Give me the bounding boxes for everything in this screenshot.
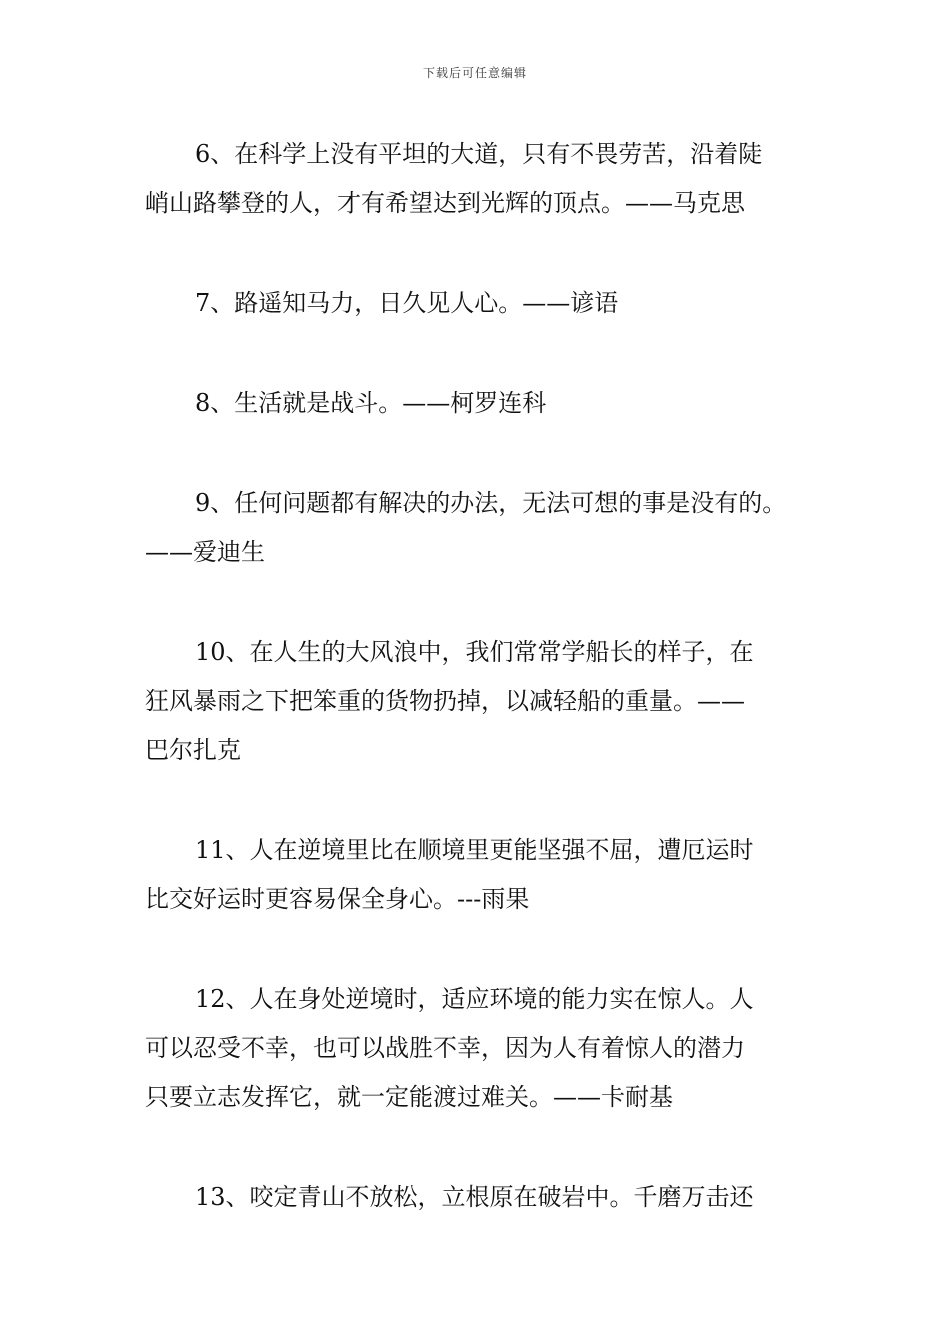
paragraph-line: 7、路遥知马力，日久见人心。——谚语 [195,289,619,317]
paragraph-11 [145,826,810,924]
paragraph-line: 峭山路攀登的人，才有希望达到光辉的顶点。——马克思 [145,189,745,217]
paragraph-line: 8、生活就是战斗。——柯罗连科 [195,389,547,417]
paragraph-line: ——爱迪生 [145,538,265,566]
paragraph-9 [145,479,810,577]
paragraph-6 [145,130,810,228]
paragraph-line: 巴尔扎克 [145,736,241,764]
page-header: 下载后可任意编辑 [422,66,527,80]
paragraph-12 [145,975,810,1122]
paragraph-8 [145,379,810,428]
paragraph-line: 只要立志发挥它，就一定能渡过难关。——卡耐基 [145,1083,673,1111]
paragraph-line: 12、人在身处逆境时，适应环境的能力实在惊人。人 [195,985,754,1013]
paragraph-line: 13、咬定青山不放松，立根原在破岩中。千磨万击还 [195,1183,754,1211]
paragraph-line: 6、在科学上没有平坦的大道，只有不畏劳苦，沿着陡 [195,140,763,168]
paragraph-line: 9、任何问题都有解决的办法，无法可想的事是没有的。 [195,489,787,517]
paragraph-line: 11、人在逆境里比在顺境里更能坚强不屈，遭厄运时 [195,836,754,864]
paragraph-line: 可以忍受不幸，也可以战胜不幸，因为人有着惊人的潜力 [145,1034,745,1062]
paragraph-13 [145,1173,810,1222]
paragraph-line: 比交好运时更容易保全身心。---雨果 [145,885,530,913]
paragraph-7 [145,279,810,328]
paragraph-10 [145,628,810,775]
paragraph-line: 10、在人生的大风浪中，我们常常学船长的样子，在 [195,638,754,666]
document-body [145,130,810,1273]
paragraph-line: 狂风暴雨之下把笨重的货物扔掉，以减轻船的重量。—— [145,687,745,715]
